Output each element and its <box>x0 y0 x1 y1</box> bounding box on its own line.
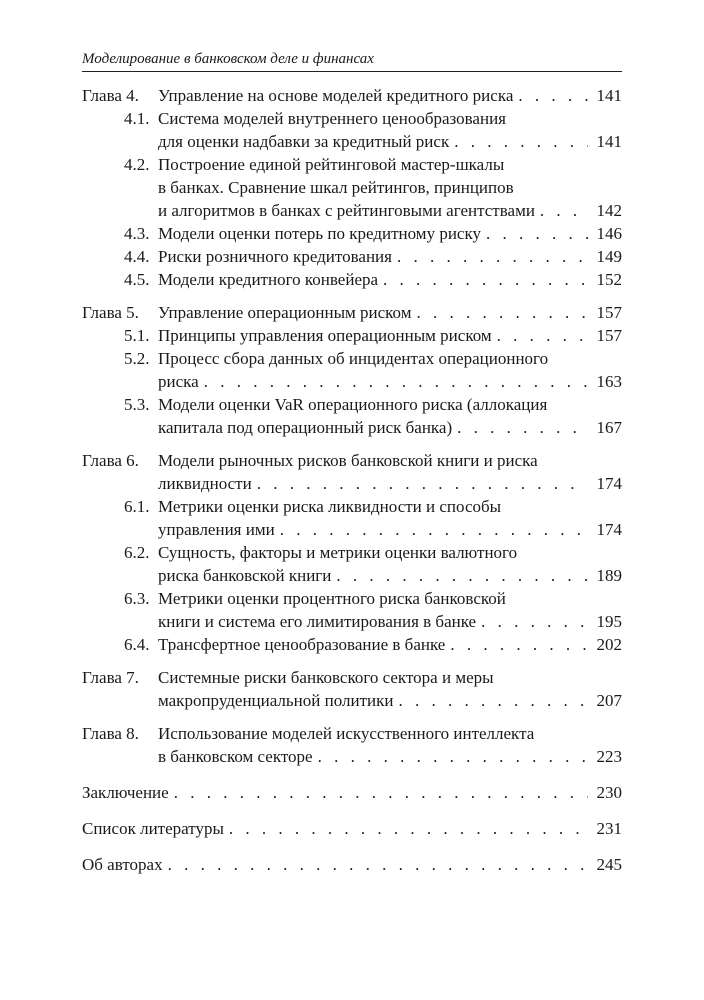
toc-entry-last-line <box>158 268 622 291</box>
dot-leader <box>457 416 588 439</box>
toc-entry-title-line: и алгоритмов в банках с рейтинговыми агентствами <box>158 201 535 220</box>
toc-entry-page-number[interactable]: 207 <box>596 691 622 710</box>
toc-entry-page-number[interactable]: 202 <box>596 635 622 654</box>
toc-entry-body <box>158 393 622 439</box>
toc-entry-page-number[interactable]: 231 <box>596 819 622 838</box>
toc-entry-body <box>158 633 622 656</box>
toc-entry-title-line: Трансфертное ценообразование в банке <box>158 635 446 654</box>
toc-entry-title-line: Сущность, факторы и метрики оценки валютного <box>158 543 518 562</box>
toc-entry-last-line <box>82 853 622 876</box>
toc-entry-body <box>82 853 622 876</box>
toc-entry-title-line: капитала под операционный риск банка) <box>158 418 453 437</box>
toc-entry-number: 5.2. <box>124 349 150 368</box>
toc-entry-last-line <box>82 817 622 840</box>
toc-entry-body <box>82 817 622 840</box>
dot-leader <box>398 689 588 712</box>
toc-entry-page-number[interactable]: 141 <box>596 86 622 105</box>
toc-entry-title-line: Модели кредитного конвейера <box>158 270 379 289</box>
toc-entry-last-line <box>158 564 622 587</box>
toc-entry-body <box>158 107 622 153</box>
toc-entry-number: 6.4. <box>124 635 150 654</box>
toc-section-entry[interactable] <box>82 107 622 153</box>
dot-leader <box>257 472 588 495</box>
toc-entry-page-number[interactable]: 146 <box>596 224 622 243</box>
toc-entry-page-number[interactable]: 230 <box>596 783 622 802</box>
toc-entry-body <box>82 781 622 804</box>
dot-leader <box>481 610 588 633</box>
toc-entry-title-line: ликвидности <box>158 474 252 493</box>
toc-entry-title-line: для оценки надбавки за кредитный риск <box>158 132 450 151</box>
toc-entry-title-line: Использование моделей искусственного интеллекта <box>158 724 535 743</box>
toc-entry-number: Глава 8. <box>82 724 139 743</box>
toc-entry-title-line: Заключение <box>82 783 169 802</box>
toc-entry-last-line <box>158 416 622 439</box>
dot-leader <box>417 301 589 324</box>
toc-section-entry[interactable] <box>82 153 622 222</box>
toc-section-entry[interactable] <box>82 633 622 656</box>
toc-entry-title-line: Управление операционным риском <box>158 303 412 322</box>
toc-entry-body <box>158 347 622 393</box>
toc-entry-body <box>158 587 622 633</box>
toc-entry-body <box>158 722 622 768</box>
toc-entry-page-number[interactable]: 174 <box>596 474 622 493</box>
toc-entry-number: Глава 4. <box>82 86 139 105</box>
dot-leader <box>174 781 588 804</box>
dot-leader <box>450 633 588 656</box>
toc-entry-number: 5.1. <box>124 326 150 345</box>
toc-entry-page-number[interactable]: 195 <box>596 612 622 631</box>
toc-section-entry[interactable] <box>82 222 622 245</box>
running-header-title: Моделирование в банковском деле и финансах <box>82 51 374 67</box>
dot-leader <box>229 817 588 840</box>
toc-chapter-entry[interactable] <box>82 722 622 768</box>
toc-chapter-entry[interactable] <box>82 84 622 107</box>
toc-entry-page-number[interactable]: 167 <box>596 418 622 437</box>
toc-entry-title-line: управления ими <box>158 520 275 539</box>
toc-entry-body <box>158 301 622 324</box>
toc-entry-page-number[interactable]: 152 <box>596 270 622 289</box>
toc-entry-title-line: макропруденциальной политики <box>158 691 394 710</box>
toc-entry-last-line <box>158 199 622 222</box>
toc-section-entry[interactable] <box>82 495 622 541</box>
toc-section-entry[interactable] <box>82 347 622 393</box>
toc-chapter-entry[interactable] <box>82 666 622 712</box>
toc-entry-number: 4.4. <box>124 247 150 266</box>
dot-leader <box>540 199 588 222</box>
toc-entry-title-line: Метрики оценки риска ликвидности и способы <box>158 497 502 516</box>
toc-entry-number: 4.2. <box>124 155 150 174</box>
toc-entry-page-number[interactable]: 157 <box>596 303 622 322</box>
toc-entry-last-line <box>158 245 622 268</box>
toc-entry-body <box>158 666 622 712</box>
toc-entry-body <box>158 84 622 107</box>
toc-entry-last-line <box>158 689 622 712</box>
toc-entry-last-line <box>158 130 622 153</box>
toc-entry-title-line: Системные риски банковского сектора и меры <box>158 668 494 687</box>
toc-entry-title-line: Система моделей внутреннего ценообразования <box>158 109 506 128</box>
toc-entry-number: 5.3. <box>124 395 150 414</box>
dot-leader <box>454 130 588 153</box>
toc-entry-last-line <box>158 745 622 768</box>
toc-entry-title-line: Модели оценки VaR операционного риска (аллокация <box>158 395 548 414</box>
toc-entry-last-line <box>158 472 622 495</box>
toc-entry-title-line: Модели оценки потерь по кредитному риску <box>158 224 481 243</box>
toc-section-entry[interactable] <box>82 587 622 633</box>
dot-leader <box>397 245 588 268</box>
dot-leader <box>204 370 588 393</box>
toc-entry-title-line: Процесс сбора данных об инцидентах операционного <box>158 349 549 368</box>
toc-entry[interactable] <box>82 817 622 840</box>
toc-entry-title-line: Модели рыночных рисков банковской книги и риска <box>158 451 538 470</box>
dot-leader <box>336 564 588 587</box>
toc-entry-title-line: риска <box>158 372 199 391</box>
toc-entry-last-line <box>158 370 622 393</box>
toc-section-entry[interactable] <box>82 324 622 347</box>
toc-entry-page-number[interactable]: 157 <box>596 326 622 345</box>
table-of-contents <box>82 84 622 876</box>
toc-entry-number: 4.5. <box>124 270 150 289</box>
toc-chapter-entry[interactable] <box>82 449 622 495</box>
toc-entry-body <box>158 495 622 541</box>
toc-entry-page-number[interactable]: 223 <box>596 747 622 766</box>
toc-entry-last-line <box>158 633 622 656</box>
toc-entry-title-line: риска банковской книги <box>158 566 332 585</box>
toc-entry-number: 6.1. <box>124 497 150 516</box>
running-header <box>82 47 622 72</box>
toc-entry-title-line: Риски розничного кредитования <box>158 247 392 266</box>
toc-entry-body <box>158 268 622 291</box>
toc-entry-title-line: в банках. Сравнение шкал рейтингов, принципов <box>158 178 514 197</box>
toc-entry-title-line: книги и система его лимитирования в банке <box>158 612 477 631</box>
toc-entry-body <box>158 324 622 347</box>
toc-entry-body <box>158 449 622 495</box>
toc-chapter-entry[interactable] <box>82 301 622 324</box>
toc-entry-page-number[interactable]: 174 <box>596 520 622 539</box>
toc-entry-page-number[interactable]: 149 <box>596 247 622 266</box>
toc-section-entry[interactable] <box>82 268 622 291</box>
dot-leader <box>497 324 588 347</box>
toc-entry-last-line <box>158 301 622 324</box>
toc-entry-last-line <box>158 518 622 541</box>
toc-entry-page-number[interactable]: 163 <box>596 372 622 391</box>
toc-entry-last-line <box>158 222 622 245</box>
toc-entry-title-line: Принципы управления операционным риском <box>158 326 492 345</box>
toc-entry-page-number[interactable]: 189 <box>596 566 622 585</box>
toc-entry-number: Глава 6. <box>82 451 139 470</box>
toc-entry-last-line <box>82 781 622 804</box>
toc-entry-number: 4.1. <box>124 109 150 128</box>
toc-entry-title-line: Список литературы <box>82 819 224 838</box>
toc-entry[interactable] <box>82 781 622 804</box>
toc-entry-number: Глава 5. <box>82 303 139 322</box>
toc-entry-number: Глава 7. <box>82 668 139 687</box>
toc-entry-title-line: Метрики оценки процентного риска банковской <box>158 589 506 608</box>
toc-entry-title-line: в банковском секторе <box>158 747 313 766</box>
toc-entry-page-number[interactable]: 245 <box>596 855 622 874</box>
toc-entry-title-line: Построение единой рейтинговой мастер-шкалы <box>158 155 505 174</box>
toc-entry-last-line <box>158 610 622 633</box>
toc-section-entry[interactable] <box>82 245 622 268</box>
dot-leader <box>280 518 588 541</box>
dot-leader <box>383 268 588 291</box>
toc-entry-last-line <box>158 324 622 347</box>
toc-entry-body <box>158 245 622 268</box>
dot-leader <box>486 222 588 245</box>
dot-leader <box>518 84 588 107</box>
toc-entry-body <box>158 222 622 245</box>
toc-entry-number: 6.2. <box>124 543 150 562</box>
toc-entry-body <box>158 541 622 587</box>
toc-entry-last-line <box>158 84 622 107</box>
toc-entry-title-line: Об авторах <box>82 855 163 874</box>
toc-section-entry[interactable] <box>82 393 622 439</box>
toc-entry-number: 6.3. <box>124 589 150 608</box>
dot-leader <box>168 853 588 876</box>
dot-leader <box>318 745 588 768</box>
toc-entry-number: 4.3. <box>124 224 150 243</box>
toc-entry-page-number[interactable]: 141 <box>596 132 622 151</box>
toc-section-entry[interactable] <box>82 541 622 587</box>
toc-entry-page-number[interactable]: 142 <box>596 201 622 220</box>
toc-entry-body <box>158 153 622 222</box>
toc-entry-title-line: Управление на основе моделей кредитного риска <box>158 86 514 105</box>
toc-entry[interactable] <box>82 853 622 876</box>
